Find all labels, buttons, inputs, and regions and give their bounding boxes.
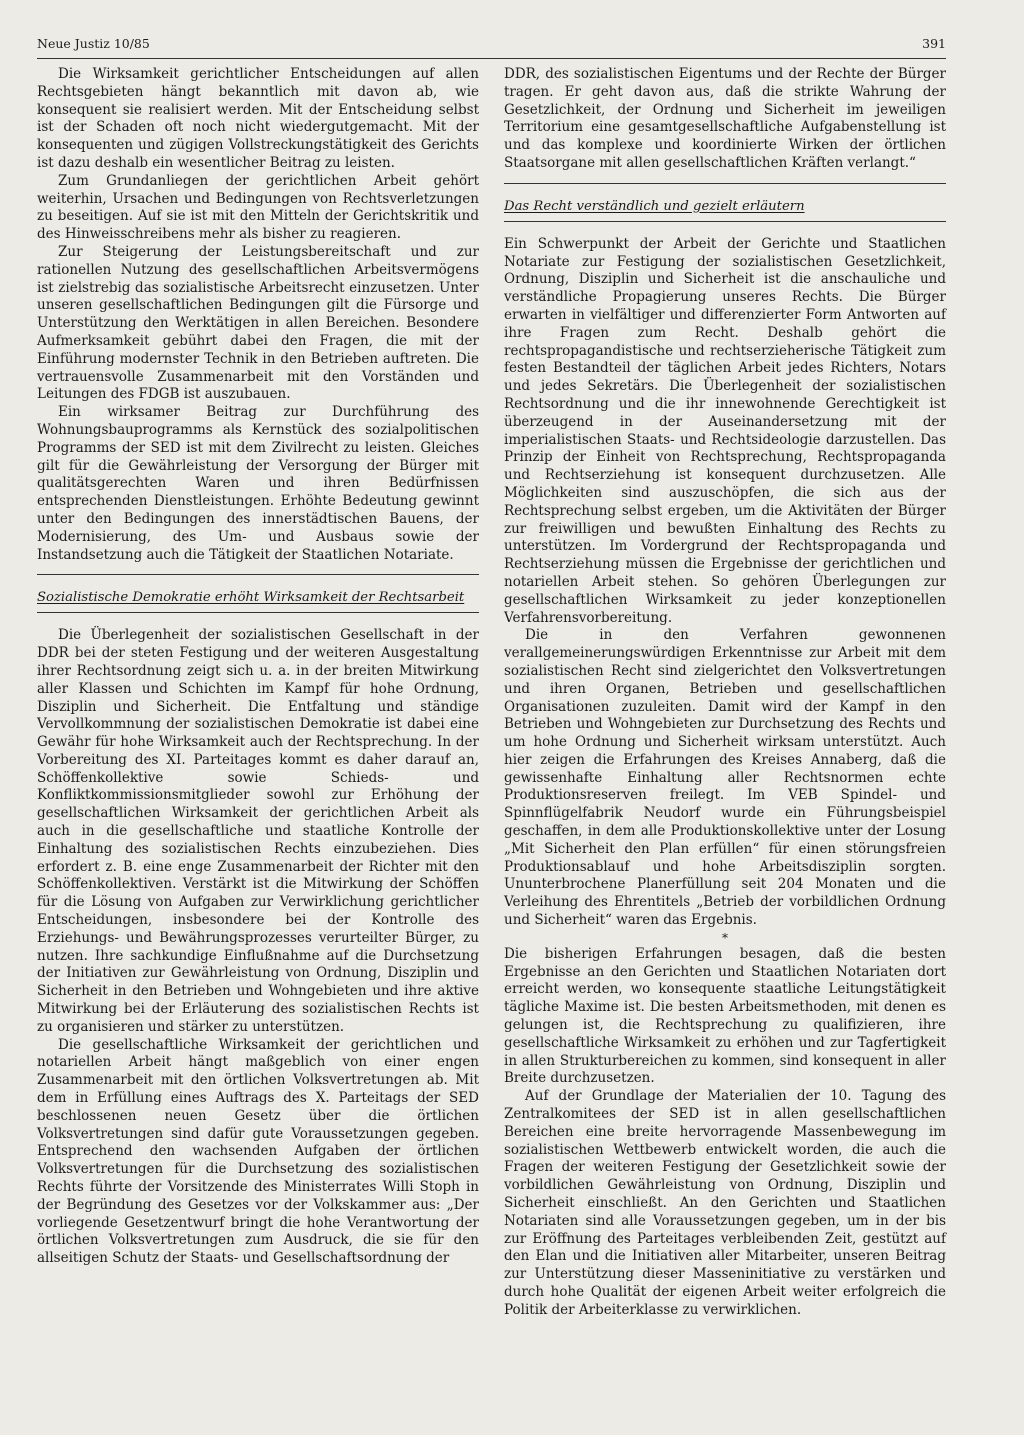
paragraph: Die bisherigen Erfahrungen besagen, daß die besten Ergebnisse an den Gerichten und Staatlichen Notariaten dort erreicht werden, wo konsequente staatliche Leitungstätigkeit tägliche Maxime ist. Die besten Arbeitsmethoden, mit denen es gelungen ist, die Rechtsprechung zu qualifizieren, ihre gesellschaftliche Wirksamkeit zu erhöhen und zur Tagfertigkeit in allen Strukturbereichen zu kommen, sind konsequent in aller Breite durchzusetzen. — [504, 945, 946, 1087]
paragraph: Ein Schwerpunkt der Arbeit der Gerichte und Staatlichen Notariate zur Festigung der sozialistischen Gesetzlichkeit, Ordnung, Disziplin und Sicherheit ist die anschauliche und verständliche Propagierung unseres Rechts. Die Bürger erwarten in vielfältiger und differenzierter Form Antworten auf ihre Fragen zum Recht. Deshalb gehört die rechtspropagandistische und rechtserzieherische Tätigkeit zum festen Bestandteil der täglichen Arbeit jedes Richters, Notars und jedes Sekretärs. Die Überlegenheit der sozialistischen Rechtsordnung und die ihr innewohnende Gerechtigkeit ist überzeugend in der Auseinandersetzung mit der imperialistischen Staats- und Rechtsideologie darzustellen. Das Prinzip der Einheit von Rechtsprechung, Rechtspropaganda und Rechtserziehung ist konsequent durchzusetzen. Alle Möglichkeiten sind auszuschöpfen, die sich aus der Rechtsprechung selbst ergeben, um die Aktivitäten der Bürger zur freiwilligen und bewußten Einhaltung des Rechts zu unterstützen. Im Vordergrund der Rechtspropaganda und Rechtserziehung müssen die Ergebnisse der gerichtlichen und notariellen Arbeit stehen. So gehören Überlegungen zur gesellschaftlichen Wirksamkeit zu jeder konzeptionellen Verfahrensvorbereitung. — [504, 235, 946, 626]
paragraph: Ein wirksamer Beitrag zur Durchführung des Wohnungsbauprogramms als Kernstück des sozialpolitischen Programms der SED ist mit dem Zivilrecht zu leisten. Gleiches gilt für die Gewährleistung der Versorgung der Bürger mit qualitätsgerechten Waren und ihren Bedürfnissen entsprechenden Dienstleistungen. Erhöhte Bedeutung gewinnt unter den Bedingungen des innerstädtischen Bauens, der Modernisierung, des Um- und Ausbaus sowie der Instandsetzung auch die Tätigkeit der Staatlichen Notariate. — [37, 404, 479, 563]
paragraph: Die gesellschaftliche Wirksamkeit der gerichtlichen und notariellen Arbeit hängt maßgeblich von einer engen Zusammenarbeit mit den örtlichen Volksvertretungen ab. Mit dem in Erfüllung eines Auftrags des X. Parteitags der SED beschlossenen neuen Gesetz über die örtlichen Volksvertretungen sind dafür gute Voraussetzungen gegeben. Entsprechend den wachsenden Aufgaben der örtlichen Volksvertretungen für die Durchsetzung des sozialistischen Rechts führte der Vorsitzende des Ministerrates Willi Stoph in der Begründung des Gesetzes vor der Volkskammer aus: „Der vorliegende Gesetzentwurf bringt die hohe Verantwortung der örtlichen Volksvertretungen zum Ausdruck, die sie für den allseitigen Schutz der Staats- und Gesellschaftsordnung der — [37, 1036, 479, 1267]
header-divider — [37, 58, 946, 59]
journal-issue: Neue Justiz 10/85 — [37, 36, 150, 51]
left-column — [37, 66, 479, 1268]
page-header — [37, 36, 946, 58]
paragraph: Die Überlegenheit der sozialistischen Gesellschaft in der DDR bei der steten Festigung und der weiteren Ausgestaltung ihrer Rechtsordnung zeigt sich u. a. in der breiten Mitwirkung aller Klassen und Schichten im Kampf für hohe Ordnung, Disziplin und Sicherheit. Die Entfaltung und ständige Vervollkommnung der sozialistischen Demokratie ist dabei eine Gewähr für hohe Wirksamkeit auch der Rechtsprechung. In der Vorbereitung des XI. Parteitages kommt es daher darauf an, Schöffenkollektive sowie Schieds- und Konfliktkommissionsmitglieder sowohl zur Erhöhung der gesellschaftlichen Wirksamkeit der gerichtlichen Arbeit als auch in die gesellschaftliche und staatliche Kontrolle der Einhaltung des sozialistischen Rechts einzubeziehen. Dies erfordert z. B. eine enge Zusammenarbeit der Richter mit den Schöffenkollektiven. Verstärkt ist die Mitwirkung der Schöffen für die Lösung von Aufgaben zur Verwirklichung gerichtlicher Entscheidungen, insbesondere bei der Kontrolle des Erziehungs- und Bewährungsprozesses verurteilter Bürger, zu nutzen. Ihre sachkundige Einflußnahme auf die Durchsetzung der Initiativen zur Gewährleistung von Ordnung, Disziplin und Sicherheit in den Betrieben und Wohngebieten und ihre aktive Mitwirkung bei der Erläuterung des sozialistischen Rechts ist zu organisieren und stärker zu unterstützen. — [37, 627, 479, 1035]
right-column — [504, 66, 946, 1320]
paragraph: Die Wirksamkeit gerichtlicher Entscheidungen auf allen Rechtsgebieten hängt bekanntlich mit davon ab, wie konsequent sie realisiert werden. Mit der Entscheidung selbst ist der Schaden oft noch nicht wiedergutgemacht. Mit der konsequenten und zügigen Vollstreckungstätigkeit des Gerichts ist dazu deshalb ein wesentlicher Beitrag zu leisten. — [37, 66, 479, 171]
paragraph: Die in den Verfahren gewonnenen verallgemeinerungswürdigen Erkenntnisse zur Arbeit mit dem sozialistischen Recht sind zielgerichtet den Volksvertretungen und ihren Organen, Betrieben und gesellschaftlichen Organisationen zuzuleiten. Damit wird der Kampf in den Betrieben und Wohngebieten zur Durchsetzung des Rechts und um hohe Ordnung und Sicherheit wirksam unterstützt. Auch hier zeigen die Erfahrungen des Kreises Annaberg, daß die gewissenhafte Einhaltung aller Rechtsnormen echte Produktionsreserven freilegt. Im VEB Spindel- und Spinnflügelfabrik Neudorf wurde ein Führungsbeispiel geschaffen, in dem alle Produktionskollektive unter der Losung „Mit Sicherheit den Plan erfüllen“ für einen störungsfreien Produktionsablauf und hohe Arbeitsdisziplin sorgten. Ununterbrochene Planerfüllung seit 204 Monaten und die Verleihung des Ehrentitels „Betrieb der vorbildlichen Ordnung und Sicherheit“ waren das Ergebnis. — [504, 627, 946, 929]
heading-divider — [37, 612, 479, 613]
paragraph: Auf der Grundlage der Materialien der 10. Tagung des Zentralkomitees der SED ist in allen gesellschaftlichen Bereichen eine breite hervorragende Massenbewegung im sozialistischen Wettbewerb entwickelt worden, die auch die Fragen der weiteren Festigung der Gesetzlichkeit sowie der vorbildlichen Gewährleistung von Ordnung, Disziplin und Sicherheit einschließt. An den Gerichten und Staatlichen Notariaten sind alle Voraussetzungen gegeben, um in der bis zur Eröffnung des Parteitages verbleibenden Zeit, gestützt auf den Elan und die Initiativen aller Mitarbeiter, unseren Beitrag zur Unterstützung dieser Masseninitiative zu verstärken und durch hohe Qualität der eigenen Arbeit weiter erfolgreich die Politik der Arbeiterklasse zu verwirklichen. — [504, 1088, 946, 1318]
page-number: 391 — [922, 36, 946, 51]
paragraph: DDR, des sozialistischen Eigentums und der Rechte der Bürger tragen. Er geht davon aus, daß die strikte Wahrung der Gesetzlichkeit, der Ordnung und Sicherheit im jeweiligen Territorium eine gesamtgesellschaftliche Aufgabenstellung ist und das komplexe und koordinierte Wirken der örtlichen Staatsorgane mit allen gesellschaftlichen Kräften verlangt.“ — [504, 66, 946, 171]
section-heading: Sozialistische Demokratie erhöht Wirksamkeit der Rechtsarbeit — [37, 590, 465, 606]
section-divider — [504, 183, 946, 184]
section-divider — [37, 574, 479, 575]
paragraph: Zur Steigerung der Leistungsbereitschaft und zur rationellen Nutzung des gesellschaftlichen Arbeitsvermögens ist zielstrebig das sozialistische Arbeitsrecht einzusetzen. Unter unseren gesellschaftlichen Bedingungen gilt die Fürsorge und Unterstützung den Werktätigen in allen Bereichen. Besondere Aufmerksamkeit gebührt dabei den Fragen, die mit der Einführung modernster Technik in den Betrieben auftreten. Die vertrauensvolle Zusammenarbeit mit den Vorständen und Leitungen des FDGB ist auszubauen. — [37, 243, 479, 403]
heading-divider — [504, 221, 946, 222]
section-heading: Das Recht verständlich und gezielt erläutern — [504, 198, 805, 214]
paragraph: Zum Grundanliegen der gerichtlichen Arbeit gehört weiterhin, Ursachen und Bedingungen von Rechtsverletzungen zu beseitigen. Auf sie ist mit den Mitteln der Gerichtskritik und des Hinweisschreibens mehr als bisher zu reagieren. — [37, 172, 479, 243]
section-separator: * — [722, 930, 728, 945]
